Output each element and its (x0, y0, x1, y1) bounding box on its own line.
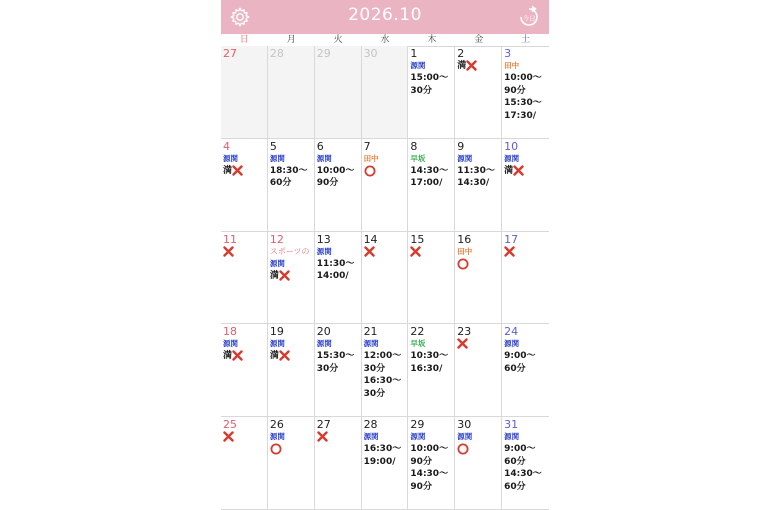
slot-line (364, 375, 406, 388)
slot-line (410, 456, 452, 469)
slot-line (504, 97, 547, 110)
day-cell[interactable] (315, 46, 362, 139)
slot-line (504, 165, 547, 178)
weekday-sat: 土 (521, 35, 531, 45)
location-tag: 源関 (410, 432, 426, 442)
day-cell[interactable] (268, 324, 315, 417)
cross-icon (364, 246, 375, 257)
calendar-grid (221, 46, 549, 510)
location-tag: 田中 (363, 153, 379, 163)
slot-text: 満 (223, 351, 233, 362)
slot-line (270, 443, 312, 456)
weekday-wed: 水 (380, 35, 390, 45)
slot-line (270, 350, 312, 363)
day-cell[interactable] (221, 324, 268, 417)
cross-icon (410, 246, 421, 257)
slot-line (364, 246, 406, 259)
location-tag: 早坂 (410, 339, 426, 349)
slot-line (410, 72, 452, 85)
slot-line (223, 350, 265, 363)
slot-text: 15:30～ (504, 98, 542, 108)
slot-text: 60分 (269, 178, 292, 189)
slot-line (270, 177, 312, 190)
day-number: 14 (363, 232, 378, 246)
slot-line (504, 350, 547, 363)
day-cell[interactable] (502, 232, 549, 325)
slot-line (364, 165, 406, 178)
day-cell[interactable] (315, 417, 362, 510)
cross-icon (223, 431, 234, 442)
slot-text: 10:00～ (316, 165, 355, 176)
location-tag: 源関 (223, 339, 238, 349)
day-cell[interactable] (502, 139, 549, 232)
day-number: 31 (504, 418, 519, 432)
slot-line (364, 443, 406, 456)
day-number: 30 (457, 418, 472, 432)
location-tag: 源関 (269, 339, 285, 349)
weekday-tue: 火 (333, 35, 343, 45)
day-cell[interactable] (362, 139, 409, 232)
slot-text: 満 (269, 351, 279, 362)
day-cell[interactable] (455, 417, 502, 510)
day-cell[interactable] (502, 46, 549, 139)
weekday-thu: 木 (427, 35, 437, 45)
slot-text: 満 (504, 165, 514, 176)
day-number: 12 (269, 232, 284, 246)
day-number: 27 (316, 418, 331, 432)
slot-text: 60分 (504, 363, 526, 374)
slot-text: 90分 (410, 456, 432, 467)
slot-line (504, 85, 547, 98)
slot-line (410, 85, 452, 98)
slot-text: 10:30～ (410, 351, 449, 362)
slot-line (317, 270, 359, 283)
slot-text: 16:30～ (363, 376, 402, 387)
holiday-label: スポーツの (269, 246, 310, 256)
day-number: 8 (410, 139, 418, 153)
day-number: 30 (363, 47, 378, 60)
cross-icon (279, 350, 290, 361)
location-tag: 田中 (504, 61, 520, 70)
day-number: 5 (269, 139, 277, 153)
slot-text: 14:30～ (504, 469, 542, 480)
day-number: 26 (269, 418, 284, 432)
slot-text: 30分 (316, 363, 339, 374)
day-cell[interactable] (408, 232, 455, 325)
day-cell[interactable] (315, 139, 362, 232)
slot-line (364, 388, 406, 401)
slot-line (410, 165, 452, 178)
circle-icon (457, 258, 469, 270)
day-number: 17 (504, 232, 519, 246)
location-tag: 源関 (269, 153, 285, 163)
slot-text: 19:00/ (363, 456, 396, 467)
day-number: 13 (316, 232, 331, 246)
day-number: 23 (457, 325, 472, 339)
day-cell[interactable] (455, 46, 502, 139)
slot-line (410, 468, 452, 481)
calendar-app (221, 0, 549, 510)
slot-text: 14:30/ (457, 178, 490, 189)
slot-text: 30分 (410, 85, 432, 96)
location-tag: 源関 (410, 61, 426, 70)
slot-text: 17:00/ (410, 178, 443, 189)
slot-text: 60分 (504, 481, 526, 492)
day-cell[interactable] (268, 417, 315, 510)
day-cell[interactable] (455, 232, 502, 325)
day-cell[interactable] (362, 417, 409, 510)
day-cell[interactable] (221, 417, 268, 510)
day-cell[interactable] (502, 324, 549, 417)
slot-line (457, 60, 499, 73)
day-number: 18 (223, 325, 237, 339)
day-number: 25 (223, 418, 237, 432)
circle-icon (364, 165, 376, 177)
day-number: 3 (504, 47, 512, 60)
slot-line (504, 481, 547, 494)
slot-line (504, 456, 547, 469)
cross-icon (317, 431, 328, 442)
day-number: 6 (316, 139, 324, 153)
slot-text: 9:00～ (504, 444, 536, 455)
slot-line (457, 258, 499, 271)
day-number: 4 (223, 139, 230, 153)
slot-line (504, 443, 547, 456)
slot-line (317, 363, 359, 376)
today-icon[interactable] (517, 6, 541, 28)
day-number: 2 (457, 47, 465, 60)
location-tag: 源関 (504, 339, 520, 349)
slot-line (457, 177, 499, 190)
day-cell[interactable] (315, 232, 362, 325)
weekday-mon: 月 (286, 35, 296, 45)
slot-line (270, 270, 312, 283)
slot-text: 満 (223, 165, 233, 176)
slot-text: 14:00/ (316, 271, 349, 282)
day-cell[interactable] (221, 139, 268, 232)
cross-icon (504, 246, 515, 257)
day-number: 21 (363, 325, 378, 339)
slot-line (410, 481, 452, 494)
weekday-sun: 日 (239, 35, 249, 45)
location-tag: 早坂 (410, 153, 426, 163)
slot-text: 11:30～ (316, 258, 355, 269)
slot-line (223, 431, 265, 444)
location-tag: 源関 (363, 432, 379, 442)
slot-line (317, 431, 359, 444)
day-number: 10 (504, 139, 519, 153)
cross-icon (279, 270, 290, 281)
day-number: 28 (269, 47, 284, 60)
circle-icon (457, 443, 469, 455)
day-number: 22 (410, 325, 425, 339)
slot-text: 10:00～ (410, 444, 449, 455)
day-cell[interactable] (362, 232, 409, 325)
location-tag: 源関 (504, 153, 520, 163)
day-cell[interactable] (455, 324, 502, 417)
slot-line (504, 110, 547, 123)
location-tag: 源関 (504, 432, 520, 442)
location-tag: 源関 (269, 432, 285, 442)
day-cell[interactable] (221, 232, 268, 325)
day-cell[interactable] (268, 232, 315, 325)
day-cell[interactable] (455, 139, 502, 232)
day-number: 1 (410, 47, 418, 60)
calendar-header (221, 0, 549, 34)
slot-text: 16:30～ (363, 444, 402, 455)
day-number: 27 (223, 47, 237, 60)
day-cell[interactable] (315, 324, 362, 417)
slot-line (317, 350, 359, 363)
day-number: 19 (269, 325, 284, 339)
slot-text: 満 (269, 270, 279, 281)
day-number: 11 (223, 232, 237, 246)
slot-text: 30分 (363, 388, 386, 399)
day-cell[interactable] (221, 46, 268, 139)
slot-line (457, 443, 499, 456)
slot-text: 10:00～ (504, 73, 542, 83)
slot-line (410, 177, 452, 190)
slot-text: 60分 (504, 456, 526, 467)
slot-line (364, 350, 406, 363)
location-tag: 源関 (363, 339, 379, 349)
location-tag: 源関 (316, 339, 332, 349)
day-number: 9 (457, 139, 465, 153)
day-number: 24 (504, 325, 519, 339)
day-cell[interactable] (408, 324, 455, 417)
slot-line (504, 72, 547, 85)
slot-line (410, 443, 452, 456)
day-number: 29 (316, 47, 331, 60)
slot-line (270, 165, 312, 178)
slot-text: 16:30/ (410, 363, 443, 374)
location-tag: 源関 (316, 153, 332, 163)
day-number: 29 (410, 418, 425, 432)
slot-line (504, 468, 547, 481)
cross-icon (223, 246, 234, 257)
slot-line (223, 165, 265, 178)
slot-line (317, 165, 359, 178)
day-cell[interactable] (408, 417, 455, 510)
slot-line (457, 165, 499, 178)
slot-line (410, 350, 452, 363)
slot-line (364, 456, 406, 469)
location-tag: 田中 (457, 246, 473, 256)
slot-text: 30分 (363, 363, 386, 374)
slot-line (317, 177, 359, 190)
slot-line (410, 363, 452, 376)
day-cell[interactable] (268, 139, 315, 232)
location-tag: 源関 (316, 246, 332, 256)
day-cell[interactable] (408, 46, 455, 139)
slot-line (457, 338, 499, 351)
slot-text: 18:30～ (269, 165, 308, 176)
cross-icon (232, 165, 243, 176)
location-tag: 源関 (223, 153, 238, 163)
day-number: 15 (410, 232, 425, 246)
slot-text: 90分 (410, 481, 432, 492)
day-number: 16 (457, 232, 472, 246)
slot-line (364, 363, 406, 376)
day-cell[interactable] (502, 417, 549, 510)
day-number: 20 (316, 325, 331, 339)
day-cell[interactable] (268, 46, 315, 139)
slot-text: 14:30～ (410, 469, 449, 480)
month-title: 2026.10 (348, 5, 422, 25)
location-tag: 源関 (457, 153, 473, 163)
weekday-fri: 金 (474, 35, 484, 45)
slot-text: 17:30/ (504, 110, 537, 121)
slot-text: 11:30～ (457, 165, 495, 176)
day-cell[interactable] (408, 139, 455, 232)
slot-line (317, 258, 359, 271)
day-cell[interactable] (362, 46, 409, 139)
slot-text: 14:30～ (410, 165, 449, 176)
slot-line (504, 246, 547, 259)
slot-text: 15:30～ (316, 351, 355, 362)
cross-icon (457, 338, 468, 349)
slot-line (410, 246, 452, 259)
day-number: 28 (363, 418, 378, 432)
slot-text: 90分 (504, 85, 526, 96)
slot-text: 満 (457, 61, 467, 71)
location-tag: 源関 (457, 432, 473, 442)
cross-icon (466, 60, 477, 71)
cross-icon (232, 350, 243, 361)
slot-line (504, 363, 547, 376)
slot-line (223, 246, 265, 259)
circle-icon (270, 443, 282, 455)
slot-text: 15:00～ (410, 73, 449, 83)
today-label: 今日 (522, 14, 536, 23)
slot-text: 12:00～ (363, 351, 402, 362)
slot-text: 90分 (316, 178, 339, 189)
location-tag: 源関 (269, 258, 285, 268)
cross-icon (513, 165, 524, 176)
day-cell[interactable] (362, 324, 409, 417)
slot-text: 9:00～ (504, 351, 536, 362)
day-number: 7 (363, 139, 371, 153)
